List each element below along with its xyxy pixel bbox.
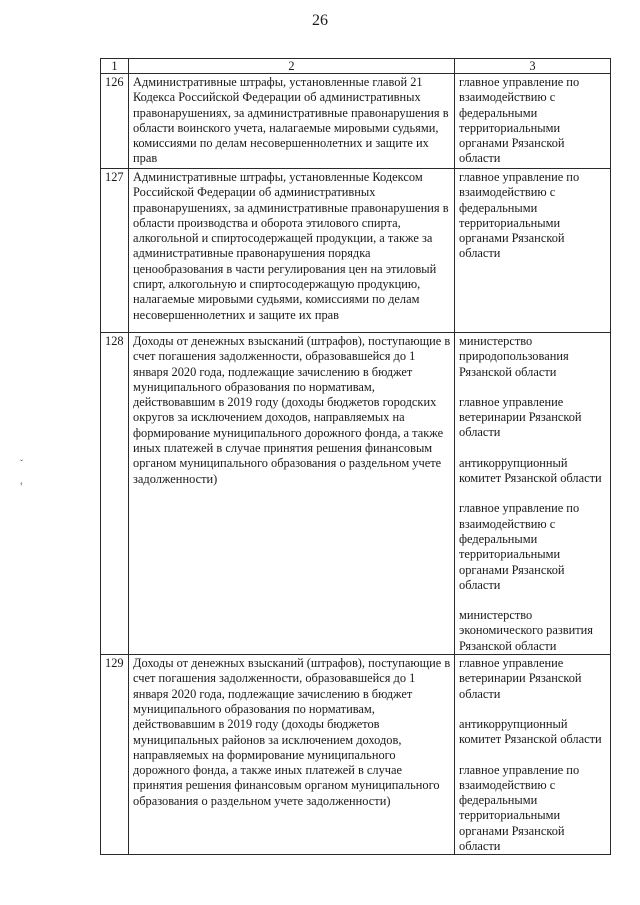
row-description: Доходы от денежных взысканий (штрафов), поступающие в счет погашения задолженности, образовавшейся до 1 января 2020 года, подлежащие зачислению в бюджет муниципального образования по нормативам, действовавшим в 2019 году (доходы бюджетов муниципальных районов за исключением доходов, направляемых на формирование муниципального дорожного фонда, а также иных платежей в случае принятия решения финансовым органом муниципального образования о раздельном учете задолженности) [129,655,455,855]
administrator-name: главное управление по взаимодействию с федеральными территориальными органами Рязанской области [459,762,580,854]
table-row [101,74,611,169]
row-number: 128 [101,333,129,655]
row-description: Доходы от денежных взысканий (штрафов), поступающие в счет погашения задолженности, образовавшейся до 1 января 2020 года, подлежащие зачислению в бюджет муниципального образования по нормативам, действовавшим в 2019 году (доходы бюджетов городских округов за исключением доходов, направляемых на формирование муниципального дорожного фонда, а также иных платежей в случае принятия решения финансовым органом муниципального образования о раздельном учете задолженности) [129,333,455,655]
row-administrators [455,333,611,655]
revenue-administrators-table [100,58,611,855]
scan-mark: ˇ [20,458,23,468]
row-administrators [455,74,611,169]
table-header-row [101,59,611,74]
page-number: 26 [312,12,328,29]
administrator-name: главное управление ветеринарии Рязанской области [459,656,582,701]
administrator-name: министерство экономического развития Рязанской области [459,608,593,653]
row-description: Административные штрафы, установленные Кодексом Российской Федерации об административных правонарушениях, за административные правонарушения в области производства и оборота этилового спирта, алкогольной и спиртосодержащей продукции, а также за административные правонарушения порядка ценообразования в части регулирования цен на этиловый спирт, алкогольную и спиртосодержащую продукцию, налагаемые мировыми судьями, комиссиями по делам несовершеннолетних и защите их прав [129,169,455,333]
row-administrators [455,655,611,855]
row-administrators [455,169,611,333]
table-row [101,333,611,655]
administrator-name: антикоррупционный комитет Рязанской области [459,716,602,747]
row-number: 129 [101,655,129,855]
scan-mark: ‹ [20,478,23,488]
administrator-name: главное управление ветеринарии Рязанской области [459,394,582,440]
column-header: 3 [455,59,611,74]
administrator-name: антикоррупционный комитет Рязанской области [459,455,602,486]
table-row [101,655,611,855]
row-description: Административные штрафы, установленные главой 21 Кодекса Российской Федерации об административных правонарушениях, за административные правонарушения в области воинского учета, налагаемые мировыми судьями, комиссиями по делам несовершеннолетних и защите их прав [129,74,455,169]
column-header: 1 [101,59,129,74]
row-number: 127 [101,169,129,333]
administrator-name: главное управление по взаимодействию с федеральными территориальными органами Рязанской области [459,501,580,592]
administrator-name: главное управление по взаимодействию с федеральными территориальными органами Рязанской области [459,75,580,166]
administrator-name: главное управление по взаимодействию с федеральными территориальными органами Рязанской области [459,170,580,261]
administrator-name: министерство природопользования Рязанской области [459,334,569,379]
table-row [101,169,611,333]
column-header: 2 [129,59,455,74]
row-number: 126 [101,74,129,169]
